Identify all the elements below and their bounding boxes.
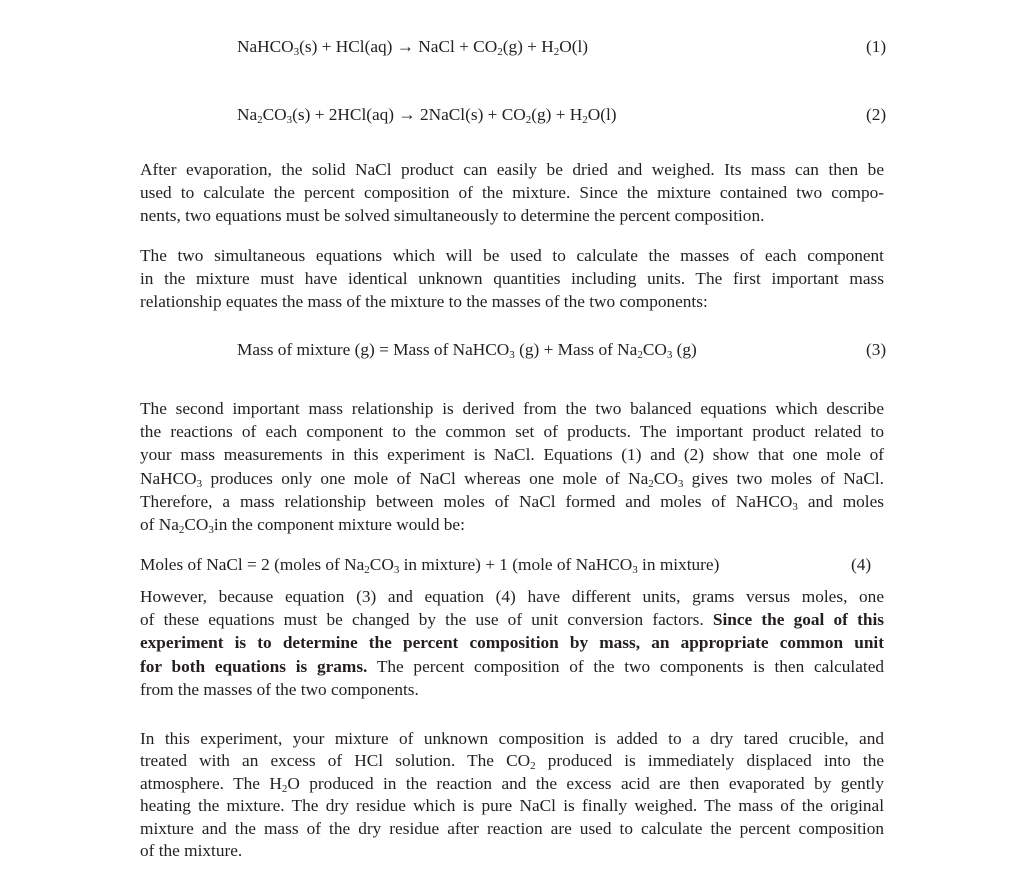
text-line: of $Na_2CO_3in$ the component mixture would be: (140, 514, 465, 536)
subscript: 2 (257, 114, 263, 126)
subscript: 3 (208, 523, 214, 536)
text-line: nents, two equations must be solved simultaneously to determine the percent composition. (140, 206, 765, 226)
text-line: of these equations must be changed by the use of unit conversion factors. Since the goal of this (140, 610, 884, 630)
subscript: 2 (497, 46, 503, 58)
text-line: mixture and the mass of the dry residue after reaction are used to calculate the percent composition (140, 818, 884, 838)
paragraph-second-relationship (140, 397, 884, 536)
subscript: 2 (582, 114, 588, 126)
equation-4: Moles of NaCl = 2 (moles of $Na_2CO_3$ in mixture) + 1 (mole of NaHCO$_3$ in mixture) (140, 555, 720, 576)
subscript: 2 (648, 477, 654, 490)
text-line: However, because equation (3) and equation (4) have different units, grams versus moles, one (140, 587, 884, 606)
subscript: 2 (281, 782, 288, 795)
equation-3: Mass of mixture (g) = Mass of NaHCO$_3$ (g) + Mass of $Na_2CO_3$ (g) (237, 340, 697, 361)
text-line: The two simultaneous equations which will be used to calculate the masses of each component (140, 246, 884, 265)
text-line: used to calculate the percent composition of the mixture. Since the mixture contained two compo- (140, 183, 884, 203)
equation-2: $Na_2CO_3(s) + 2HCl(aq)$ → 2NaCl(s) + $CO_2(g) + H_2O(l)$ (237, 105, 617, 126)
subscript: 3 (393, 564, 400, 576)
paragraph-evaporation (140, 158, 884, 228)
text-line: the reactions of each component to the common set of products. The important product related to (140, 422, 884, 442)
equation-1: NaHCO$_3$(s) + HCl(aq) → NaCl + $CO_2(g) + H_2O(l)$ (237, 37, 589, 58)
text-line: The second important mass relationship is derived from the two balanced equations which describe (140, 399, 884, 418)
text-line: NaHCO$_3$ produces only one mole of NaCl whereas one mole of $Na_2CO_3$ gives two moles of NaCl. (140, 468, 885, 490)
equation-3-number: (3) (866, 340, 887, 359)
subscript: 2 (525, 114, 532, 126)
subscript: 3 (293, 46, 300, 58)
subscript: 3 (632, 564, 638, 576)
subscript: 2 (637, 349, 643, 361)
text-line: of the mixture. (140, 840, 243, 860)
subscript: 2 (364, 564, 370, 576)
text-line: atmosphere. The $H_2O$ produced in the reaction and the excess acid are then evaporated by gently (140, 773, 885, 795)
equation-1-number: (1) (866, 37, 887, 56)
subscript: 3 (509, 349, 515, 361)
text-line: from the masses of the two components. (140, 679, 419, 699)
subscript: 3 (792, 500, 798, 513)
text-line: After evaporation, the solid NaCl product can easily be dried and weighed. Its mass can then be (140, 160, 884, 179)
paragraph-unit-conversion (140, 585, 884, 701)
subscript: 2 (530, 760, 536, 773)
text-line: treated with an excess of HCl solution. The $CO_2$ produced is immediately displaced into the (140, 751, 885, 773)
subscript: 3 (196, 477, 203, 490)
text-line: heating the mixture. The dry residue which is pure NaCl is finally weighed. The mass of the original (140, 796, 884, 816)
text-line: relationship equates the mass of the mixture to the masses of the two components: (140, 292, 708, 312)
subscript: 3 (286, 114, 293, 126)
paragraph-simultaneous-equations (140, 244, 884, 314)
text-line: Therefore, a mass relationship between moles of NaCl formed and moles of NaHCO$_3$ and moles (140, 491, 884, 513)
subscript: 2 (178, 523, 185, 536)
subscript: 3 (666, 349, 673, 361)
equation-4-number: (4) (851, 555, 872, 574)
equation-2-number: (2) (866, 105, 887, 124)
subscript: 3 (677, 477, 684, 490)
subscript: 2 (553, 46, 560, 58)
text-line: In this experiment, your mixture of unknown composition is added to a dry tared crucible, and (140, 729, 884, 748)
text-line: your mass measurements in this experiment is NaCl. Equations (1) and (2) show that one mole of (140, 445, 884, 465)
text-line: for both equations is grams. The percent composition of the two components is then calculated (140, 656, 885, 676)
paragraph-experiment-procedure (140, 728, 884, 862)
text-line: experiment is to determine the percent composition by mass, an appropriate common unit (140, 633, 884, 653)
text-line: in the mixture must have identical unknown quantities including units. The first important mass (140, 269, 884, 289)
